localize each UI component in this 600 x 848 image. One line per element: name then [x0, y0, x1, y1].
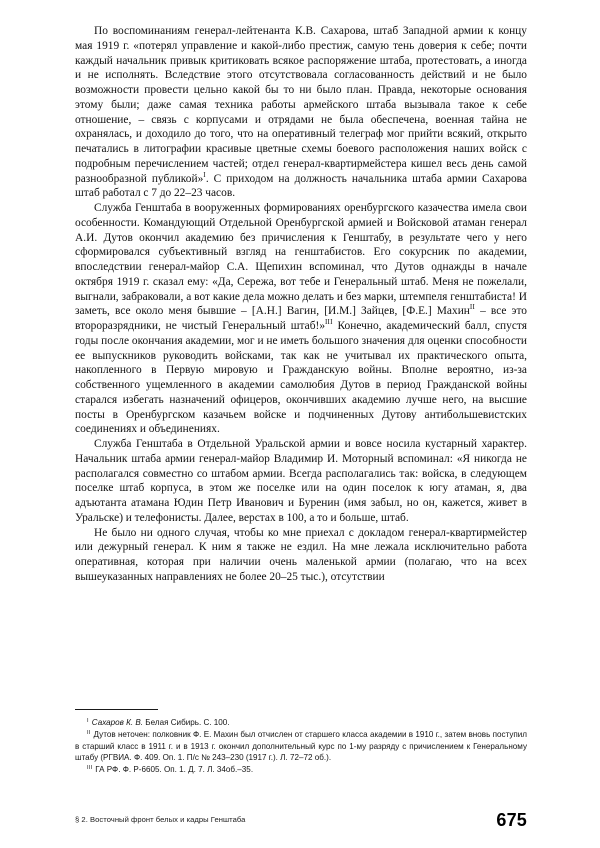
page-number: 675: [496, 810, 527, 830]
paragraph-1-text: По воспоминаниям генерал-лейтенанта К.В. Сахарова, штаб Западной армии к концу мая 1919 г. «потерял управление и какой-либо престиж, самую тень доверия к себе; почти каждый начальник привык критиковать всякое распоряжение штаба, протестовать, а иногда и не исполнять. Вследствие этого отсутствовала согласованность действий и не было возможности провести цельно какой бы то ни было план. Правда, некоторые основания этому были; даже самая техника работы армейского штаба вызывала такое к себе отношение, – связь с корпусами и отрядами не была обеспечена, военная тайна не охранялась, и доходило до того, что на оперативный телеграф мог прийти всякий, открыто печатались в литографии красивые цветные схемы боевого расположения наших войск с подробным перечислением частей; отдел генерал-квартирмейстера кишел весь день самой разнообразной публикой»: [75, 25, 527, 185]
running-head: § 2. Восточный фронт белых и кадры Генштаба: [75, 815, 246, 824]
paragraph-2-text-mid: – все это второразрядники, не чистый Генеральный штаб!»: [75, 305, 527, 332]
paragraph-2-text: Служба Генштаба в вооруженных формированиях оренбургского казачества имела свои особенности. Командующий Отдельной Оренбургской армией и Войсковой атаман генерал А.И. Дутов окончил академию без причисления к Генштабу, в результате чего у него сформировался субъективный взгляд на генштабистов. Его сокурсник по академии, впоследствии генерал-майор С.А. Щепихин вспоминал, что Дутов однажды в начале октября 1919 г. сказал ему: «Да, Сережа, вот тебе и Генеральный штаб. Меня не пожелали, выгнали, забраковали, а вот какие дела можно делать и без марки, штемпеля генштабиста! И заметь, все около меня бывшие – [А.Н.] Вагин, [И.М.] Зайцев, [Ф.Е.] Махин: [75, 202, 527, 318]
paragraph-4: Не было ни одного случая, чтобы ко мне приехал с докладом генерал-квартирмейстер или дежурный генерал. К ним я также не ездил. На мне лежала исключительно работа оперативная, которая при наличии очень маленькой армии (полагаю, что на всех вышеуказанных направлениях не более 20–25 тыс.), отсутствии: [75, 526, 527, 583]
footnote-ref-1[interactable]: I: [203, 170, 206, 179]
footnote-separator-rule: [75, 709, 158, 710]
footnote-item-3: [75, 764, 527, 776]
footnote-ref-2[interactable]: II: [469, 303, 475, 312]
footnotes-section: [75, 709, 527, 776]
footnote-marker-1: I: [87, 717, 89, 724]
page-body-text: [75, 24, 527, 585]
footnote-marker-3: III: [87, 764, 93, 771]
footnote-marker-2: II: [87, 729, 91, 736]
page-footer: [75, 806, 527, 830]
paragraph-1: [75, 24, 527, 201]
footnote-1-author: Сахаров К. В.: [91, 718, 144, 727]
paragraph-2: [75, 201, 527, 437]
paragraph-3: Служба Генштаба в Отдельной Уральской армии и вовсе носила кустарный характер. Начальник штаба армии генерал-майор Владимир И. Моторный вспоминал: «Я никогда не располагался совместно со штабом армии. Всегда располагались так: войска, в следующем поселке штаб корпуса, в этом же поселке или на один поселок к югу атаман, я, два адъютанта атамана Юдин Петр Иванович и Буренин (имя забыл, но он, кажется, живет в Уральске) и телефонисты. Далее, верстах в 100, а то и больше, штаб.: [75, 438, 527, 524]
footnote-ref-3[interactable]: III: [325, 318, 333, 326]
footnote-2-text: Дутов неточен: полковник Ф. Е. Махин был отчислен от старшего класса академии в 1910 г., затем вновь поступил в старший класс в 1911 г. и в 1913 г. окончил дополнительный курс по 1-му разряду с причислением к Генеральному штабу (РГВИА. Ф. 409. Оп. 1. П/с № 243–230 (1917 г.). Л. 72–72 об.).: [75, 730, 527, 763]
paragraph-2-text-tail: Конечно, академический балл, спустя годы после окончания академии, мог и не иметь большого значения для оценки способности ее выпускников руководить войсками, так как не учитывал их практического опыта, накопленного в Первую мировую и Гражданскую войны. Вполне вероятно, из-за собственного ущемленного в академии самолюбия Дутов в период Гражданской войны старался избегать назначений офицеров, окончивших академию лучше него, на высшие посты в Оренбургском казачьем войске и подчиненных Дутову антибольшевистских соединениях и объединениях.: [75, 320, 527, 436]
footnote-item-2: [75, 729, 527, 764]
footnote-item-1: [75, 717, 527, 729]
paragraph-1-text-tail: . С приходом на должность начальника штаба армии Сахарова штаб работал с 7 до 22–23 часов.: [75, 172, 527, 200]
footnote-3-text: ГА РФ. Ф. Р-6605. Оп. 1. Д. 7. Л. 34об.–35.: [95, 765, 254, 775]
footnote-1-text: Белая Сибирь. С. 100.: [143, 718, 230, 727]
